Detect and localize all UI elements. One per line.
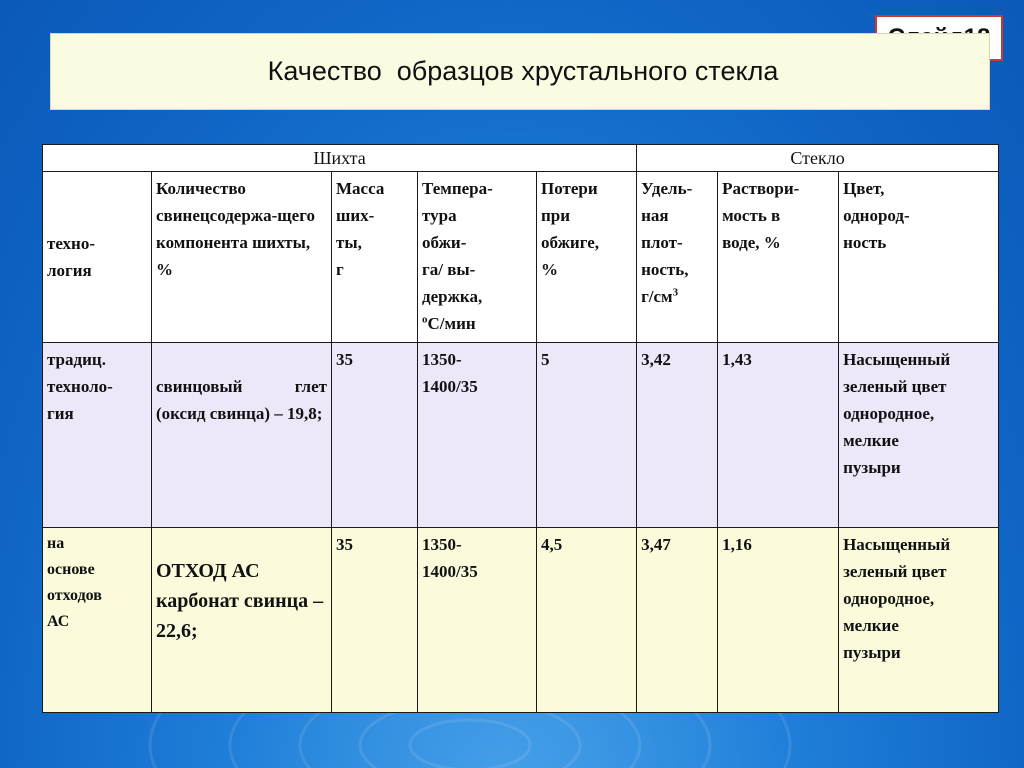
quality-table [42,144,999,713]
group-glass-header: Стекло [637,145,999,172]
cell-solubility: 1,16 [718,528,839,713]
header-batch-mass: Масса ших- ты, г [332,172,418,343]
cell-density: 3,47 [637,528,718,713]
cell-batch-mass: 35 [332,343,418,528]
cell-technology: традиц. техноло- гия [43,343,152,528]
cell-density: 3,42 [637,343,718,528]
cell-lead-component: ОТХОД АС карбонат свинца – 22,6; [152,528,332,713]
header-density: Удель- ная плот- ность, $г/см^3$ [637,172,718,343]
density-sup: 3 [672,286,679,299]
cell-loss: 5 [537,343,637,528]
cell-lead-component: свинцовый глет (оксид свинца) – 19,8; [152,343,332,528]
cell-color: Насыщенный зеленый цвет однородное, мелкие пузыри [839,343,999,528]
header-lead-component: Количество свинецсодержа-щего компонента шихты, % [152,172,332,343]
cell-loss: 4,5 [537,528,637,713]
table-row [43,343,999,528]
column-header-row [43,172,999,343]
cell-color: Насыщенный зеленый цвет однородное, мелкие пузыри [839,528,999,713]
header-solubility: Раствори- мость в воде, % [718,172,839,343]
cell-solubility: 1,43 [718,343,839,528]
degree-sup: о [422,313,428,326]
table-row [43,528,999,713]
title-box [50,33,990,110]
cell-technology: на основе отходов АС [43,528,152,713]
group-header-row [43,145,999,172]
header-color: Цвет, однород- ность [839,172,999,343]
header-temperature: Темпера- тура обжи- га/ вы- держка, $^о$С/мин [418,172,537,343]
header-technology: техно- логия [43,172,152,343]
slide-title: Качество образцов хрустального стекла [267,56,779,86]
header-loss: Потери при обжиге, % [537,172,637,343]
cell-batch-mass: 35 [332,528,418,713]
cell-temperature: 1350- 1400/35 [418,528,537,713]
cell-temperature: 1350- 1400/35 [418,343,537,528]
group-batch-header: Шихта [43,145,637,172]
